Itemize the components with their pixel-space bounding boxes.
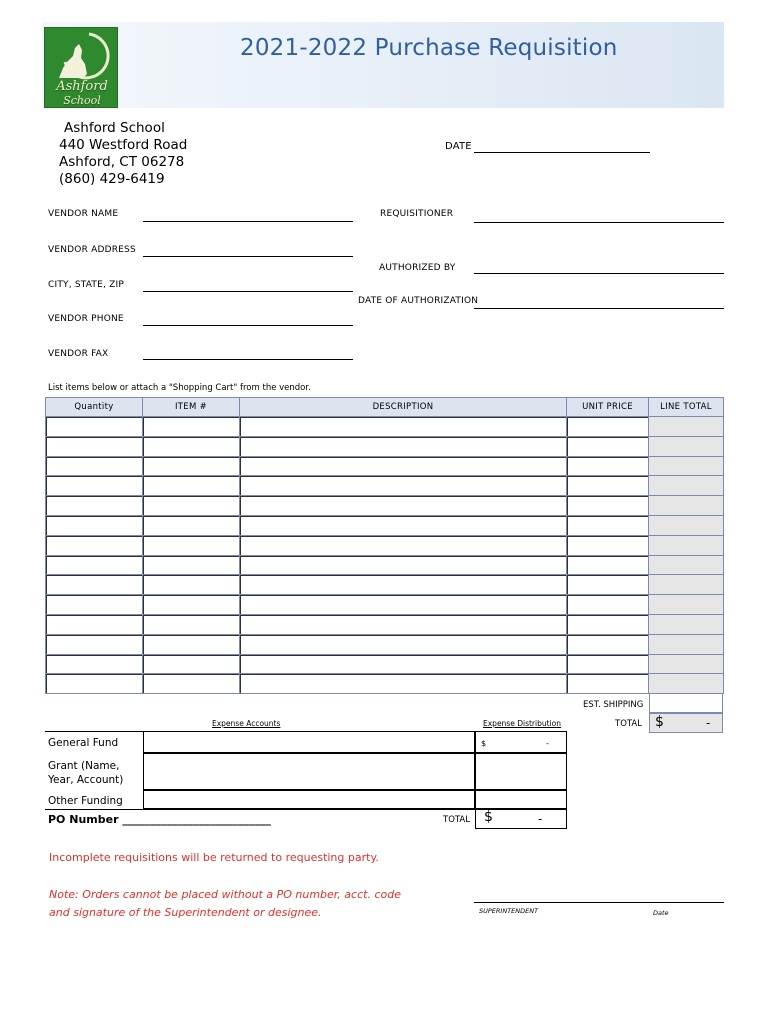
- general-fund-label: General Fund: [48, 737, 119, 749]
- incomplete-notice: Incomplete requisitions will be returned to requesting party.: [49, 851, 379, 864]
- est-shipping-field[interactable]: [649, 693, 723, 713]
- quantity-cell[interactable]: [46, 634, 143, 654]
- vendor-name-label: VENDOR NAME: [48, 209, 119, 219]
- superintendent-label: SUPERINTENDENT: [479, 907, 539, 915]
- po-number-label[interactable]: PO Number ___________________________: [48, 813, 271, 826]
- date-label: DATE: [445, 141, 472, 152]
- grant-amount-field[interactable]: [475, 753, 567, 790]
- description-cell[interactable]: [240, 476, 567, 496]
- date-of-authorization-label: DATE OF AUTHORIZATION: [358, 296, 479, 306]
- item-row: [46, 555, 724, 575]
- line-total-cell: [649, 436, 724, 456]
- quantity-cell[interactable]: [46, 496, 143, 516]
- unit-price-cell[interactable]: [567, 515, 649, 535]
- items-table: [45, 397, 724, 694]
- quantity-cell[interactable]: [46, 535, 143, 555]
- expense-accounts-header: Expense Accounts: [212, 719, 281, 728]
- description-cell[interactable]: [240, 654, 567, 674]
- item-number-cell[interactable]: [143, 595, 240, 615]
- item-number-cell[interactable]: [143, 476, 240, 496]
- unit-price-cell[interactable]: [567, 417, 649, 437]
- item-number-cell[interactable]: [143, 634, 240, 654]
- unit-price-cell[interactable]: [567, 436, 649, 456]
- other-funding-account-field[interactable]: [143, 790, 475, 809]
- column-header-quantity: Quantity: [46, 398, 143, 417]
- line-total-cell: [649, 595, 724, 615]
- item-row: [46, 456, 724, 476]
- other-funding-amount-field[interactable]: [475, 790, 567, 809]
- unit-price-cell[interactable]: [567, 456, 649, 476]
- item-row: [46, 595, 724, 615]
- description-cell[interactable]: [240, 436, 567, 456]
- total-label: TOTAL: [615, 719, 642, 729]
- total-currency: $: [655, 714, 664, 730]
- line-total-cell: [649, 496, 724, 516]
- description-cell[interactable]: [240, 614, 567, 634]
- description-cell[interactable]: [240, 634, 567, 654]
- vendor-address-field[interactable]: [143, 256, 353, 257]
- description-cell[interactable]: [240, 456, 567, 476]
- item-number-cell[interactable]: [143, 555, 240, 575]
- city-state-zip-label: CITY, STATE, ZIP: [48, 280, 124, 290]
- item-row: [46, 535, 724, 555]
- description-cell[interactable]: [240, 575, 567, 595]
- unit-price-cell[interactable]: [567, 634, 649, 654]
- quantity-cell[interactable]: [46, 555, 143, 575]
- po-total-value: -: [538, 812, 543, 826]
- item-row: [46, 634, 724, 654]
- requisitioner-field[interactable]: [474, 222, 724, 223]
- school-phone: (860) 429-6419: [59, 171, 165, 187]
- po-note-line1: Note: Orders cannot be placed without a PO number, acct. code: [49, 888, 401, 901]
- signature-date-label: Date: [653, 909, 669, 917]
- school-name: Ashford School: [64, 120, 165, 136]
- item-number-cell[interactable]: [143, 417, 240, 437]
- quantity-cell[interactable]: [46, 595, 143, 615]
- item-number-cell[interactable]: [143, 515, 240, 535]
- unit-price-cell[interactable]: [567, 476, 649, 496]
- item-row: [46, 654, 724, 674]
- date-of-authorization-field[interactable]: [474, 308, 724, 309]
- vendor-address-label: VENDOR ADDRESS: [48, 245, 136, 255]
- item-number-cell[interactable]: [143, 614, 240, 634]
- line-total-cell: [649, 476, 724, 496]
- authorized-by-label: AUTHORIZED BY: [379, 263, 456, 273]
- general-fund-currency: $: [481, 739, 487, 748]
- line-total-cell: [649, 575, 724, 595]
- line-total-cell: [649, 535, 724, 555]
- school-city: Ashford, CT 06278: [59, 154, 185, 170]
- general-fund-amount-field[interactable]: [475, 731, 567, 753]
- unit-price-cell[interactable]: [567, 555, 649, 575]
- form-title: 2021-2022 Purchase Requisition: [240, 35, 618, 61]
- logo-text-line2: School: [63, 94, 101, 107]
- line-total-cell: [649, 555, 724, 575]
- est-shipping-label: EST. SHIPPING: [583, 700, 644, 710]
- expense-distribution-header: Expense Distribution: [483, 719, 561, 728]
- unit-price-cell[interactable]: [567, 614, 649, 634]
- description-cell[interactable]: [240, 535, 567, 555]
- line-total-cell: [649, 634, 724, 654]
- item-row: [46, 575, 724, 595]
- description-cell[interactable]: [240, 515, 567, 535]
- unit-price-cell[interactable]: [567, 654, 649, 674]
- description-cell[interactable]: [240, 496, 567, 516]
- description-cell[interactable]: [240, 417, 567, 437]
- general-fund-value: -: [546, 739, 549, 748]
- line-total-cell: [649, 417, 724, 437]
- general-fund-account-field[interactable]: [143, 731, 475, 753]
- vendor-fax-label: VENDOR FAX: [48, 349, 109, 359]
- quantity-cell[interactable]: [46, 515, 143, 535]
- vendor-phone-label: VENDOR PHONE: [48, 314, 124, 324]
- grant-account-field[interactable]: [143, 753, 475, 790]
- column-header-item-number: ITEM #: [143, 398, 240, 417]
- city-state-zip-field[interactable]: [143, 291, 353, 292]
- item-number-cell[interactable]: [143, 535, 240, 555]
- column-header-description: DESCRIPTION: [240, 398, 567, 417]
- po-total-currency: $: [484, 809, 493, 825]
- quantity-cell[interactable]: [46, 476, 143, 496]
- vendor-phone-field[interactable]: [143, 325, 353, 326]
- item-row: [46, 496, 724, 516]
- unit-price-cell[interactable]: [567, 674, 649, 694]
- line-total-cell: [649, 456, 724, 476]
- line-total-cell: [649, 654, 724, 674]
- quantity-cell[interactable]: [46, 456, 143, 476]
- unit-price-cell[interactable]: [567, 496, 649, 516]
- item-number-cell[interactable]: [143, 436, 240, 456]
- unit-price-cell[interactable]: [567, 595, 649, 615]
- po-note-line2: and signature of the Superintendent or designee.: [49, 906, 322, 919]
- description-cell[interactable]: [240, 674, 567, 694]
- item-row: [46, 417, 724, 437]
- description-cell[interactable]: [240, 595, 567, 615]
- item-row: [46, 614, 724, 634]
- item-row: [46, 674, 724, 694]
- quantity-cell[interactable]: [46, 575, 143, 595]
- item-number-cell[interactable]: [143, 674, 240, 694]
- grant-label-line1: Grant (Name,: [48, 760, 120, 772]
- column-header-line-total: LINE TOTAL: [649, 398, 724, 417]
- vendor-fax-field[interactable]: [143, 359, 353, 360]
- expense-bottom-rule: [45, 809, 475, 810]
- quantity-cell[interactable]: [46, 417, 143, 437]
- column-header-unit-price: UNIT PRICE: [567, 398, 649, 417]
- date-field[interactable]: [474, 152, 650, 153]
- total-value: -: [706, 716, 711, 730]
- item-row: [46, 436, 724, 456]
- line-total-cell: [649, 674, 724, 694]
- description-cell[interactable]: [240, 555, 567, 575]
- school-street: 440 Westford Road: [59, 137, 188, 153]
- items-header-row: [46, 398, 724, 417]
- school-logo: [44, 27, 118, 108]
- line-total-cell: [649, 515, 724, 535]
- quantity-cell[interactable]: [46, 674, 143, 694]
- signature-line[interactable]: [474, 902, 724, 903]
- item-number-cell[interactable]: [143, 575, 240, 595]
- other-funding-label: Other Funding: [48, 795, 123, 807]
- requisitioner-label: REQUISITIONER: [380, 209, 454, 219]
- po-total-label: TOTAL: [443, 815, 470, 825]
- item-number-cell[interactable]: [143, 654, 240, 674]
- unit-price-cell[interactable]: [567, 575, 649, 595]
- item-number-cell[interactable]: [143, 496, 240, 516]
- logo-text-line1: Ashford: [56, 79, 108, 94]
- unit-price-cell[interactable]: [567, 535, 649, 555]
- vendor-name-field[interactable]: [143, 221, 353, 222]
- grant-label-line2: Year, Account): [48, 774, 124, 786]
- quantity-cell[interactable]: [46, 436, 143, 456]
- line-total-cell: [649, 614, 724, 634]
- items-instruction: List items below or attach a "Shopping Cart" from the vendor.: [48, 383, 311, 393]
- item-row: [46, 476, 724, 496]
- item-number-cell[interactable]: [143, 456, 240, 476]
- quantity-cell[interactable]: [46, 614, 143, 634]
- authorized-by-field[interactable]: [474, 273, 724, 274]
- quantity-cell[interactable]: [46, 654, 143, 674]
- item-row: [46, 515, 724, 535]
